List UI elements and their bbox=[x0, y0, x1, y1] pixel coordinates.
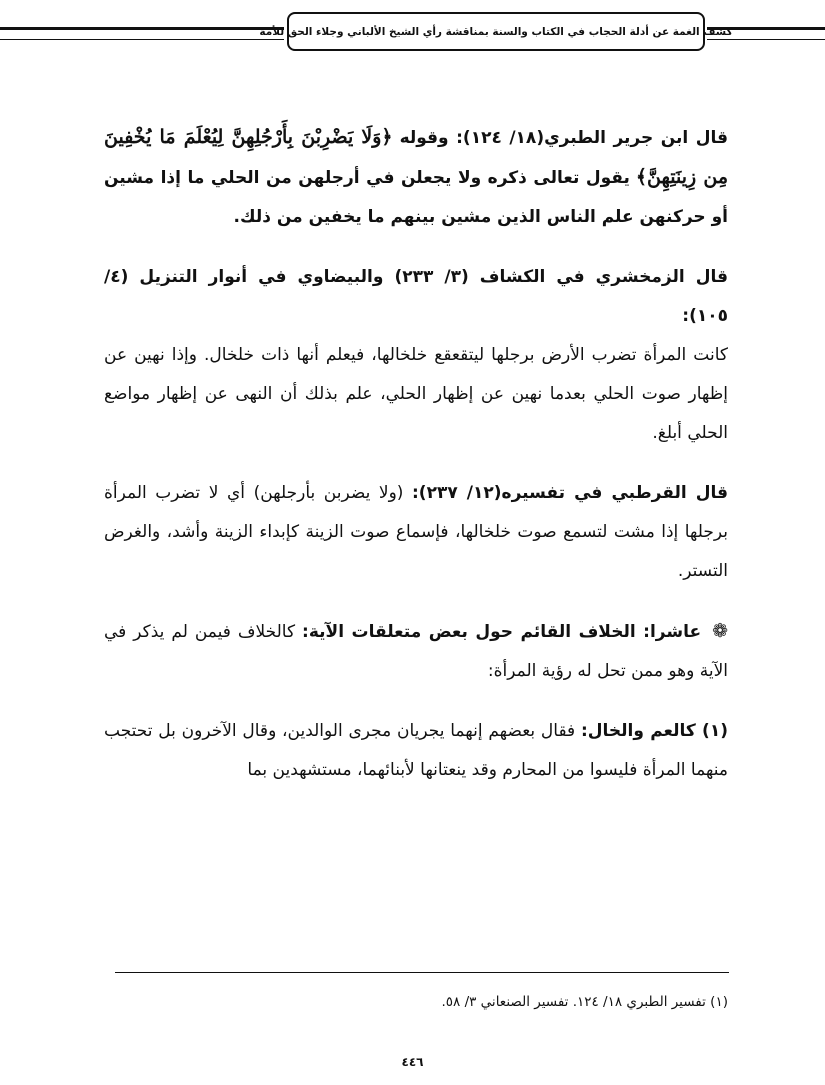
running-header-title: كشف الغمة عن أدلة الحجاب في الكتاب والسنة بمناقشة رأي الشيخ الألباني وجلاء الحق للأمة bbox=[259, 25, 733, 38]
qurtubi-text: (ولا يضربن بأرجلهن) أي لا تضرب المرأة برجلها إذا مشت لتسمع صوت خلخالها، فإسماع صوت الزينة كإبداء الزينة وأشد، والغرض التستر. bbox=[104, 483, 728, 581]
section-heading-tenth: عاشرا: الخلاف القائم حول بعض متعلقات الآية: bbox=[302, 622, 702, 642]
paragraph-uncle bbox=[104, 712, 728, 790]
citation-tabari: قال ابن جرير الطبري(١٨/ ١٢٤): وقوله bbox=[399, 128, 728, 148]
header-rule-left bbox=[0, 27, 284, 40]
running-header bbox=[259, 12, 733, 51]
page-body bbox=[104, 118, 728, 811]
subheading-uncle: (١) كالعم والخال: bbox=[580, 721, 728, 741]
footnote-divider bbox=[115, 972, 729, 973]
paragraph-tabari bbox=[104, 118, 728, 237]
citation-qurtubi: قال القرطبي في تفسيره(١٢/ ٢٣٧): bbox=[411, 483, 728, 503]
page-number: ٤٤٦ bbox=[401, 1055, 424, 1069]
paragraph-qurtubi bbox=[104, 474, 728, 591]
quran-verse: ﴿وَلَا يَضْرِبْنَ بِأَرْجُلِهِنَّ لِيُعْلَمَ مَا يُخْفِينَ مِن زِينَتِهِنَّ﴾ bbox=[104, 126, 729, 188]
zamakhshari-text: كانت المرأة تضرب الأرض برجلها ليتقعقع خلخالها، فيعلم أنها ذات خلخال. وإذا نهين عن إظهار صوت الحلي بعدما نهين عن إظهار الحلي، علم بذلك أن النهى عن إظهار مواضع الحلي أبلغ. bbox=[104, 345, 728, 443]
paragraph-zamakhshari bbox=[104, 258, 728, 453]
uncle-text: فقال بعضهم إنهما يجريان مجرى الوالدين، وقال الآخرون بل تحتجب منهما المرأة فليسوا من المحارم وقد ينعتانها لأبنائهما، مستشهدين بما bbox=[104, 721, 728, 780]
citation-zamakhshari: قال الزمخشري في الكشاف (٣/ ٢٣٣) والبيضاوي في أنوار التنزيل (٤/ ١٠٥): bbox=[104, 267, 728, 326]
flower-icon: ❁ bbox=[712, 620, 728, 642]
tabari-text: يقول تعالى ذكره ولا يجعلن في أرجلهن من الحلي ما إذا مشين أو حركنهن علم الناس الذين مشين بينهم ما يخفين من ذلك. bbox=[104, 168, 728, 227]
footnote: (١) تفسير الطبري ١٨/ ١٢٤. تفسير الصنعاني ٣/ ٥٨. bbox=[441, 994, 728, 1010]
paragraph-tenth bbox=[104, 612, 728, 691]
tenth-text: كالخلاف فيمن لم يذكر في الآية وهو ممن تحل له رؤية المرأة: bbox=[104, 622, 728, 681]
